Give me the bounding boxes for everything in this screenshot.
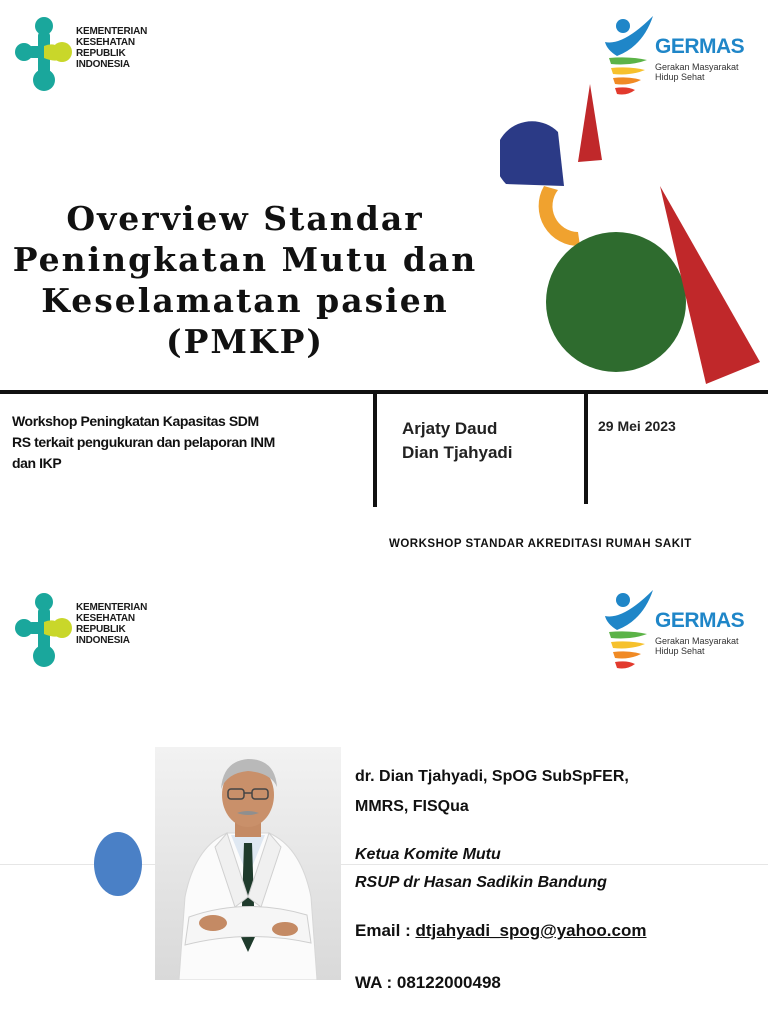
logo-line: INDONESIA: [76, 635, 130, 646]
workshop-footer-label: WORKSHOP STANDAR AKREDITASI RUMAH SAKIT: [389, 538, 692, 550]
kemenkes-text: [76, 26, 147, 70]
germas-subtitle: [655, 62, 739, 82]
horizontal-divider: [0, 390, 768, 394]
red-small-triangle-shape: [578, 84, 602, 162]
logo-line: INDONESIA: [76, 59, 130, 70]
navy-half-circle-shape: [500, 121, 564, 186]
orange-arc-shape: [539, 186, 580, 246]
speaker-name: Arjaty Daud: [402, 419, 498, 438]
germas-title: GERMAS: [655, 609, 745, 632]
germas-logo: [603, 590, 753, 680]
title-line: Peningkatan Mutu dan: [12, 240, 478, 279]
profile-role: [355, 841, 607, 897]
germas-title: GERMAS: [655, 35, 745, 58]
presentation-title: [10, 198, 480, 362]
logo-line: KEMENTERIAN: [76, 26, 148, 37]
vertical-divider: [584, 394, 588, 504]
subtitle-line: Hidup Sehat: [655, 72, 705, 82]
speaker-names: [402, 417, 513, 465]
role-line: RSUP dr Hasan Sadikin Bandung: [355, 874, 607, 891]
kemenkes-emblem-icon: [14, 592, 74, 670]
subtitle-line: Gerakan Masyarakat: [655, 636, 739, 646]
email-row: [355, 921, 646, 941]
doctor-portrait-icon: [155, 747, 341, 980]
role-line: Ketua Komite Mutu: [355, 846, 501, 863]
profile-photo: [155, 747, 341, 980]
vertical-divider: [373, 394, 377, 507]
speaker-name: Dian Tjahyadi: [402, 443, 513, 462]
title-line: Keselamatan pasien: [41, 281, 449, 320]
name-line: MMRS, FISQua: [355, 798, 469, 815]
name-line: dr. Dian Tjahyadi, SpOG SubSpFER,: [355, 768, 629, 785]
kemenkes-emblem-icon: [14, 16, 74, 94]
germas-figure-icon: [603, 590, 657, 674]
logo-line: REPUBLIK: [76, 624, 126, 635]
workshop-description: [12, 411, 342, 474]
subtitle-line: Gerakan Masyarakat: [655, 62, 739, 72]
blue-ellipse-shape: [94, 832, 142, 896]
profile-name: [355, 762, 695, 822]
kemenkes-logo: [14, 16, 154, 106]
kemenkes-text: [76, 602, 147, 646]
workshop-line: Workshop Peningkatan Kapasitas SDM: [12, 413, 259, 429]
email-link[interactable]: dtjahyadi_spog@yahoo.com: [415, 921, 647, 940]
email-label: Email :: [355, 921, 416, 940]
logo-line: KESEHATAN: [76, 37, 135, 48]
whatsapp-label: WA :: [355, 973, 397, 992]
logo-line: REPUBLIK: [76, 48, 126, 59]
presentation-date: 29 Mei 2023: [598, 418, 676, 434]
germas-subtitle: [655, 636, 739, 656]
whatsapp-number: 08122000498: [396, 973, 501, 992]
workshop-line: dan IKP: [12, 455, 62, 471]
title-line: (PMKP): [165, 322, 325, 361]
logo-line: KESEHATAN: [76, 613, 135, 624]
title-line: Overview Standar: [66, 199, 424, 238]
decorative-shapes: [500, 80, 768, 390]
whatsapp-row: [355, 973, 501, 993]
logo-line: KEMENTERIAN: [76, 602, 148, 613]
green-circle-shape: [546, 232, 686, 372]
workshop-line: RS terkait pengukuran dan pelaporan INM: [12, 434, 275, 450]
subtitle-line: Hidup Sehat: [655, 646, 705, 656]
kemenkes-logo: [14, 592, 154, 682]
